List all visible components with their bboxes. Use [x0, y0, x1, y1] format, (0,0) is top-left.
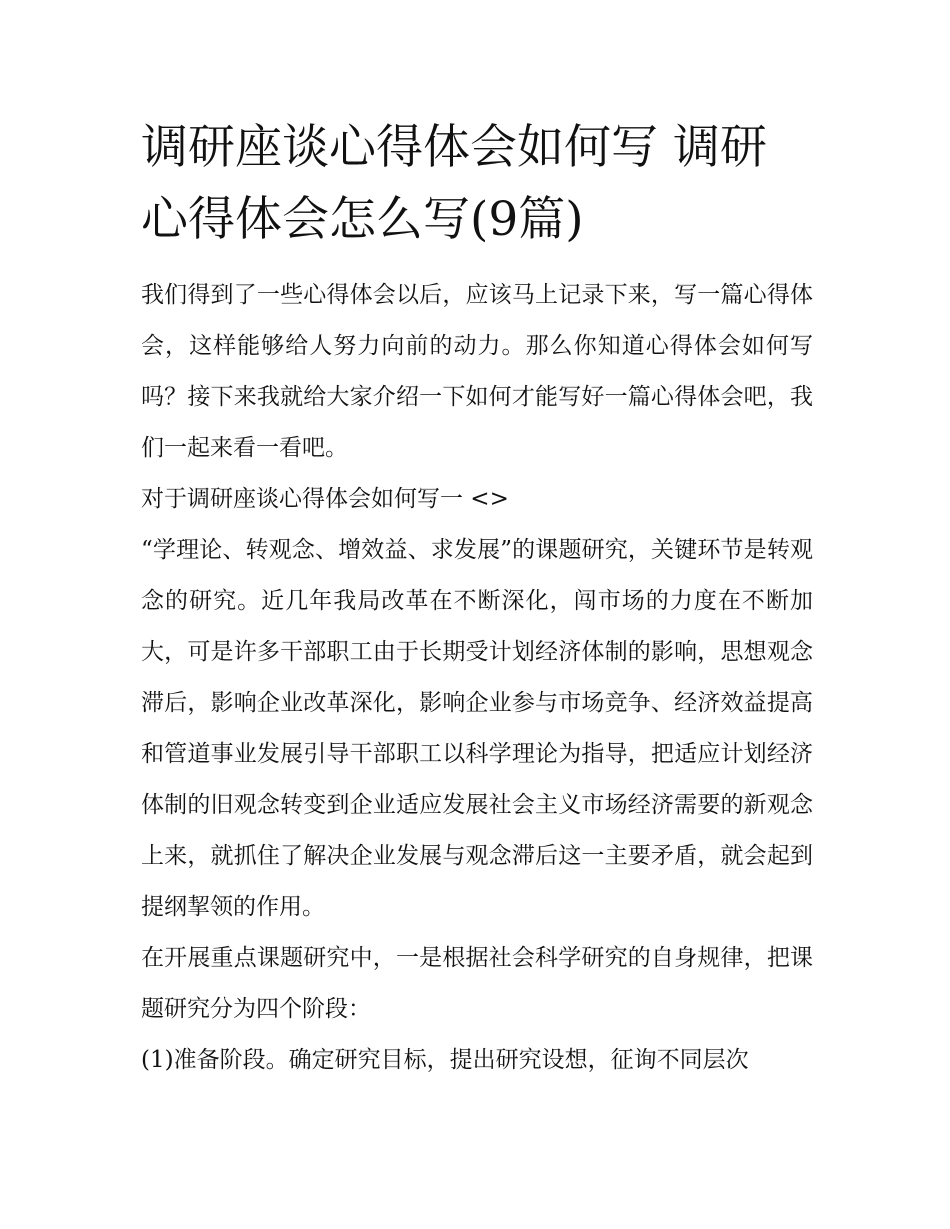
paragraph-research-topic: “学理论、转观念、增效益、求发展”的课题研究，关键环节是转观念的研究。近几年我局改革在不断深化，闯市场的力度在不断加大，可是许多干部职工由于长期受计划经济体制的影响，思想观念滞后，影响企业改革深化，影响企业参与市场竞争、经济效益提高和管道事业发展引导干部职工以科学理论为指导，把适应计划经济体制的旧观念转变到企业适应发展社会主义市场经济需要的新观念上来，就抓住了解决企业发展与观念滞后这一主要矛盾，就会起到提纲挈领的作用。	[141, 537, 813, 920]
document-title: 调研座谈心得体会如何写 调研心得体会怎么写(9篇)	[141, 120, 767, 247]
document-body	[141, 112, 813, 1086]
paragraph-section-heading: 对于调研座谈心得体会如何写一 <>	[141, 486, 509, 512]
paragraph-research-stages: 在开展重点课题研究中，一是根据社会科学研究的自身规律，把课题研究分为四个阶段：	[141, 945, 813, 1022]
paragraph-stage-one: (1)准备阶段。确定研究目标，提出研究设想，征询不同层次	[141, 1047, 749, 1073]
paragraph-intro: 我们得到了一些心得体会以后，应该马上记录下来，写一篇心得体会，这样能够给人努力向前的动力。那么你知道心得体会如何写吗？接下来我就给大家介绍一下如何才能写好一篇心得体会吧，我们一起来看一看吧。	[141, 282, 813, 461]
